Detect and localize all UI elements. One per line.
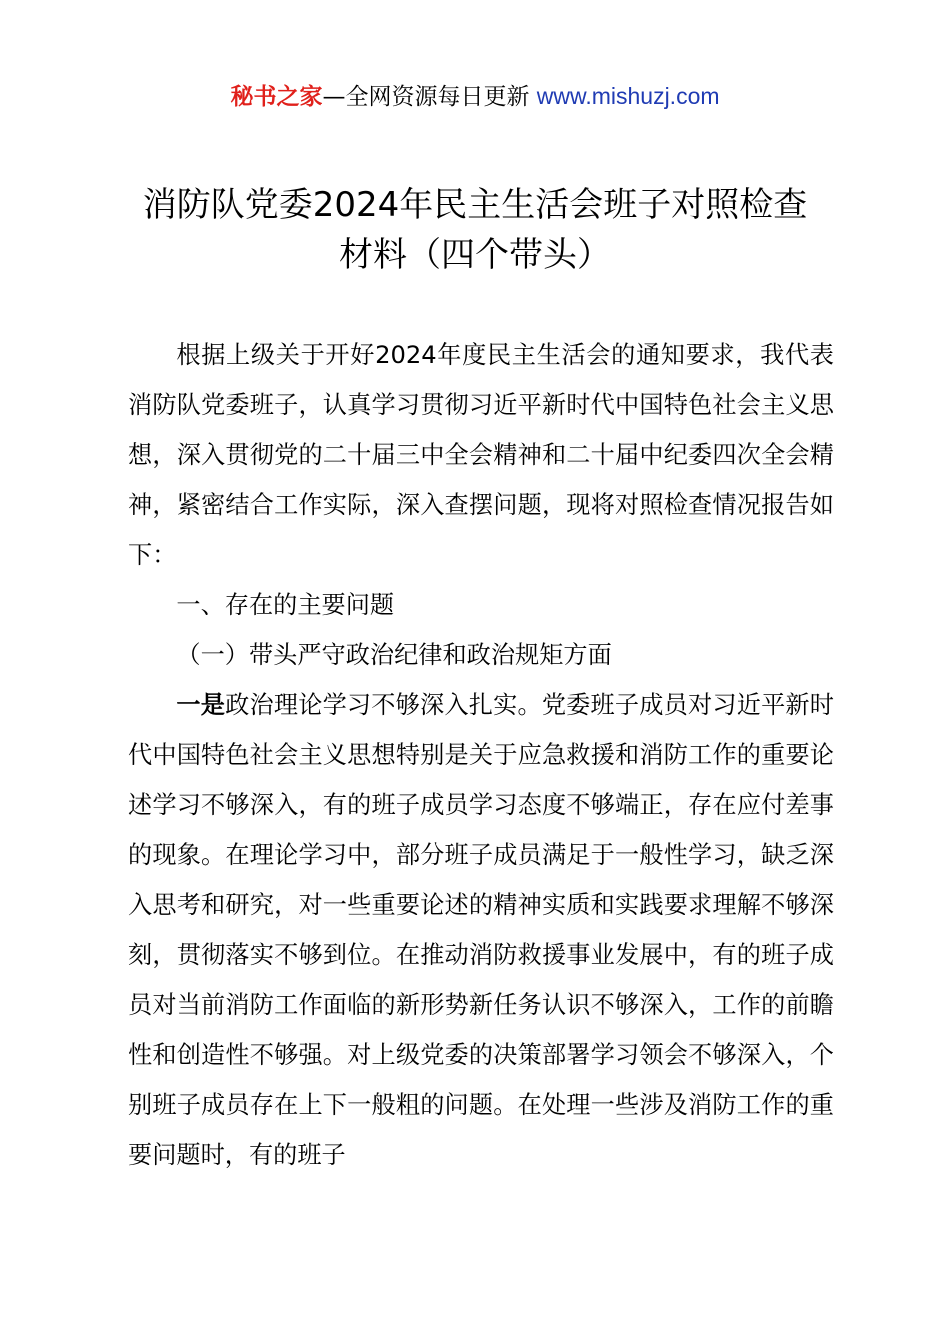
point-paragraph [128, 680, 834, 1180]
site-banner [0, 80, 950, 113]
intro-paragraph: 根据上级关于开好2024年度民主生活会的通知要求，我代表消防队党委班子，认真学习贯彻习近平新时代中国特色社会主义思想，深入贯彻党的二十届三中全会精神和二十届中纪委四次全会精神，紧密结合工作实际，深入查摆问题，现将对照检查情况报告如下： [128, 341, 834, 569]
document-title [100, 180, 850, 280]
document-body [128, 330, 834, 1180]
point-lead: 一是 [176, 691, 226, 719]
document-title-line-2: 材料（四个带头） [339, 235, 611, 275]
subsection-heading: （一）带头严守政治纪律和政治规矩方面 [176, 641, 612, 669]
section-heading: 一、存在的主要问题 [176, 591, 395, 619]
banner-brand: 秘书之家 [230, 84, 323, 110]
banner-url-link[interactable]: www.mishuzj.com [536, 83, 720, 109]
point-text: 政治理论学习不够深入扎实。党委班子成员对习近平新时代中国特色社会主义思想特别是关于应急救援和消防工作的重要论述学习不够深入，有的班子成员学习态度不够端正，存在应付差事的现象。在理论学习中，部分班子成员满足于一般性学习，缺乏深入思考和研究，对一些重要论述的精神实质和实践要求理解不够深刻，贯彻落实不够到位。在推动消防救援事业发展中，有的班子成员对当前消防工作面临的新形势新任务认识不够深入，工作的前瞻性和创造性不够强。对上级党委的决策部署学习领会不够深入，个别班子成员存在上下一般粗的问题。在处理一些涉及消防工作的重要问题时，有的班子 [128, 691, 834, 1169]
document-title-line-1: 消防队党委2024年民主生活会班子对照检查 [142, 185, 808, 225]
banner-tagline: —全网资源每日更新 [322, 84, 530, 110]
